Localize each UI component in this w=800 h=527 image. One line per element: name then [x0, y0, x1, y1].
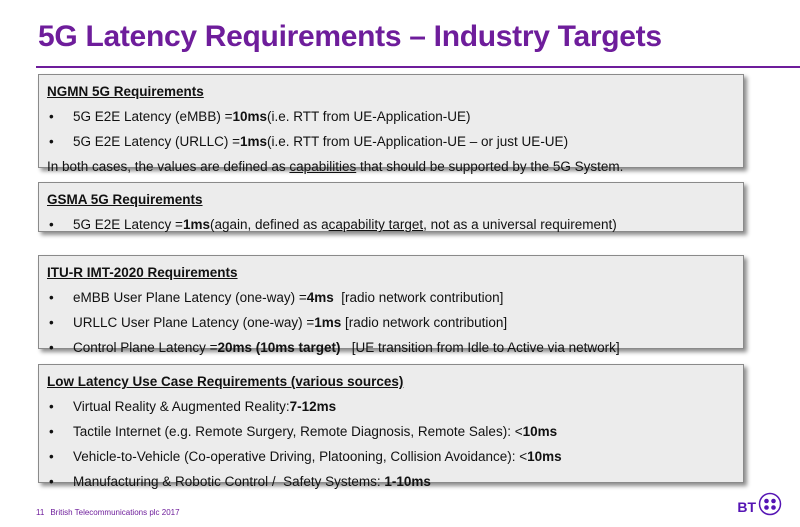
logo-text: BT — [737, 498, 756, 515]
use-case-requirements-box — [38, 364, 744, 489]
list-item: • Virtual Reality & Augmented Reality: 7-12ms — [47, 394, 735, 419]
list-item: • eMBB User Plane Latency (one-way) = 4ms [radio network contribution] — [47, 285, 735, 310]
page-title: 5G Latency Requirements – Industry Targets — [38, 20, 662, 53]
page-number: 11 — [36, 508, 45, 517]
list-item: • URLLC User Plane Latency (one-way) = 1ms [radio network contribution] — [47, 310, 735, 335]
section-heading: Low Latency Use Case Requirements (various sources) — [47, 374, 404, 389]
bullet-icon: • — [49, 474, 54, 489]
bullet-icon: • — [49, 449, 54, 464]
list-item: • Control Plane Latency = 20ms (10ms target) [UE transition from Idle to Active via network] — [47, 335, 735, 360]
copyright-text: British Telecommunications plc 2017 — [50, 508, 180, 517]
footer — [36, 508, 180, 517]
bt-globe-icon — [758, 492, 782, 521]
list-item: • Vehicle-to-Vehicle (Co-operative Driving, Platooning, Collision Avoidance): < 10ms — [47, 444, 735, 469]
bullet-icon: • — [49, 399, 54, 414]
bt-logo — [737, 492, 782, 521]
bullet-icon: • — [49, 109, 54, 124]
bullet-icon: • — [49, 424, 54, 439]
section-heading: ITU-R IMT-2020 Requirements — [47, 265, 238, 280]
bullet-icon: • — [49, 315, 54, 330]
bullet-icon: • — [49, 340, 54, 355]
itu-requirements-box — [38, 255, 744, 355]
list-item: • 5G E2E Latency (eMBB) = 10ms (i.e. RTT from UE-Application-UE) — [47, 104, 735, 129]
section-note: In both cases, the values are defined as capabilities that should be supported by the 5G System. — [47, 159, 624, 174]
list-item: • 5G E2E Latency (URLLC) = 1ms (i.e. RTT from UE-Application-UE – or just UE-UE) — [47, 129, 735, 154]
bullet-icon: • — [49, 134, 54, 149]
ngmn-requirements-box — [38, 74, 744, 174]
title-divider — [36, 66, 800, 68]
section-heading: GSMA 5G Requirements — [47, 192, 203, 207]
gsma-requirements-box — [38, 182, 744, 232]
bullet-icon: • — [49, 217, 54, 232]
list-item: • 5G E2E Latency = 1ms (again, defined as a capability target , not as a universal requirement) — [47, 212, 735, 237]
list-item: • Manufacturing & Robotic Control / Safety Systems: 1-10ms — [47, 469, 735, 494]
section-heading: NGMN 5G Requirements — [47, 84, 204, 99]
bullet-icon: • — [49, 290, 54, 305]
list-item: • Tactile Internet (e.g. Remote Surgery, Remote Diagnosis, Remote Sales): < 10ms — [47, 419, 735, 444]
